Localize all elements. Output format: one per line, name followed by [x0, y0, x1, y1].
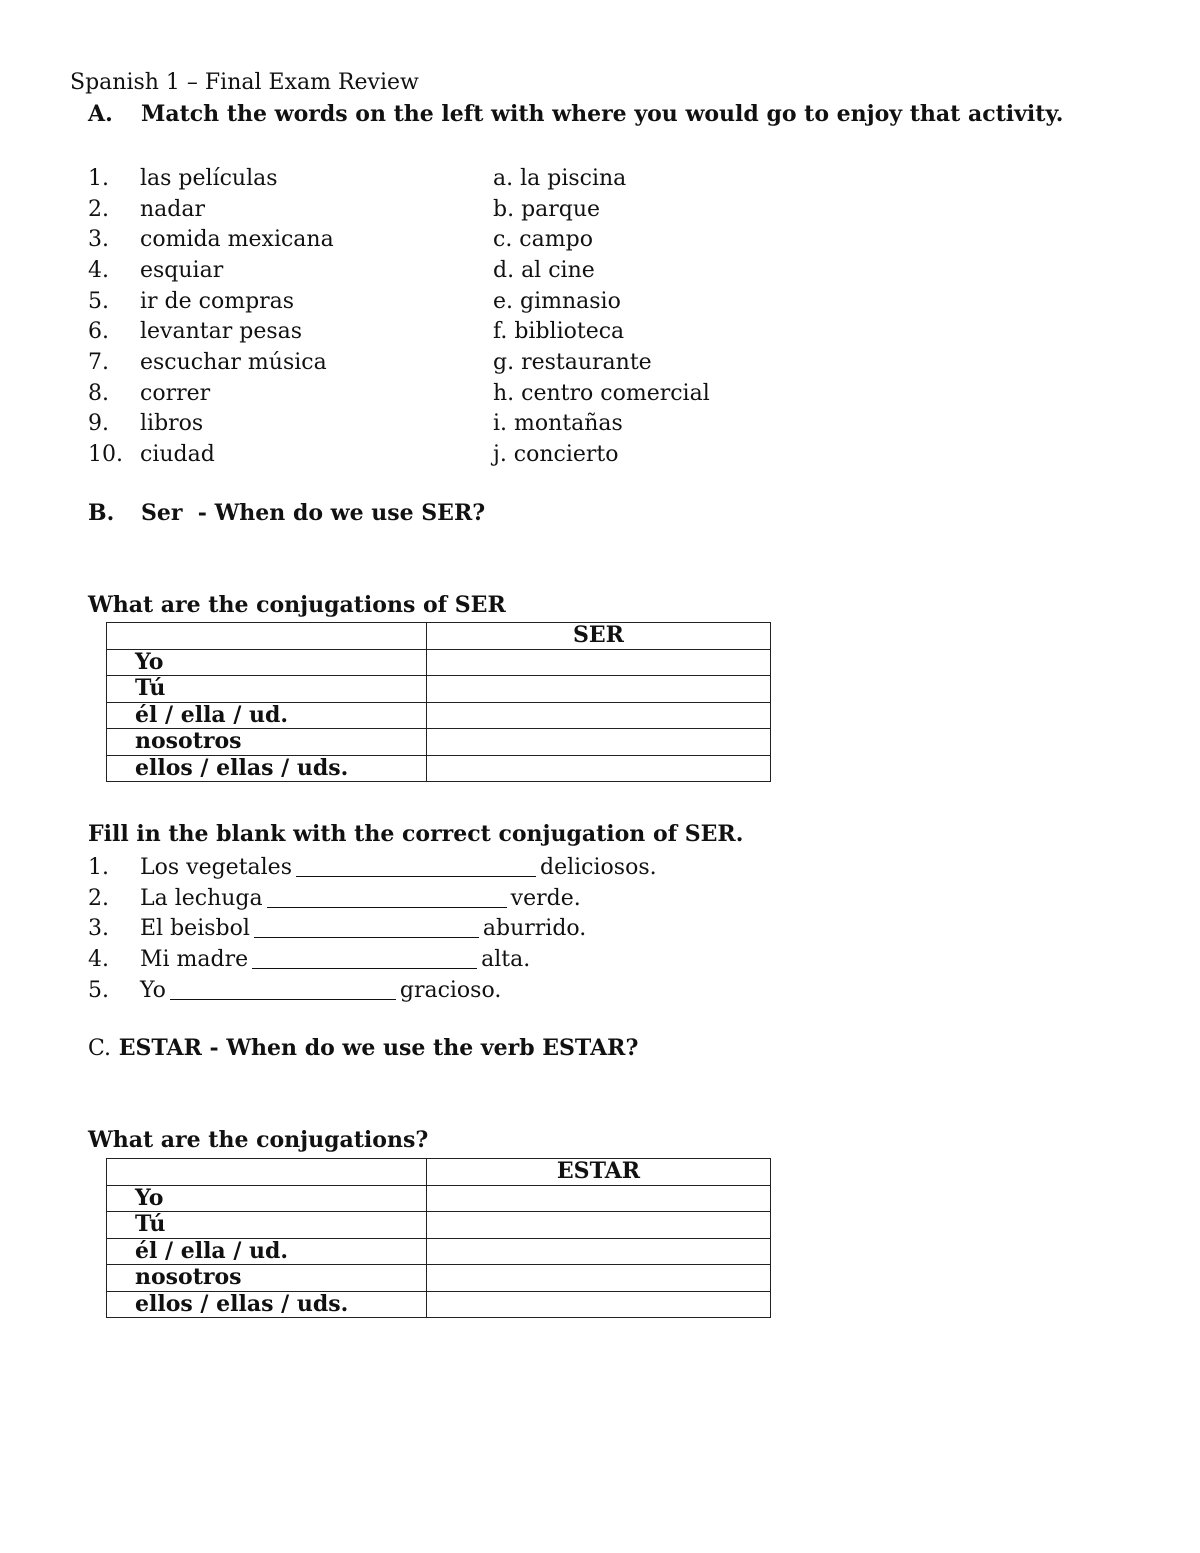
- answer-cell[interactable]: [427, 676, 771, 703]
- section-c-title: ESTAR - When do we use the verb ESTAR?: [118, 1035, 639, 1061]
- activity-word: esquiar: [140, 257, 224, 283]
- list-item: [88, 883, 657, 914]
- answer-blank[interactable]: [254, 919, 479, 938]
- table-row: [107, 755, 771, 782]
- place-option: d. al cine: [493, 257, 595, 283]
- activity-word: levantar pesas: [140, 319, 303, 345]
- answer-blank[interactable]: [267, 889, 507, 908]
- list-item: [88, 347, 710, 378]
- pronoun-cell: ellos / ellas / uds.: [107, 1291, 427, 1318]
- item-number: 4.: [88, 947, 109, 973]
- sentence-start: Mi madre: [140, 947, 249, 973]
- item-number: 5.: [88, 288, 109, 314]
- section-a-title: Match the words on the left with where you would go to enjoy that activity.: [141, 101, 1064, 127]
- answer-cell[interactable]: [427, 1212, 771, 1239]
- activity-word: escuchar música: [140, 349, 327, 375]
- fill-in-list: [88, 852, 657, 1006]
- pronoun-cell: Tú: [107, 676, 427, 703]
- list-item: [88, 316, 710, 347]
- pronoun-cell: nosotros: [107, 729, 427, 756]
- item-number: 1.: [88, 854, 109, 880]
- pronoun-cell: él / ella / ud.: [107, 702, 427, 729]
- answer-cell[interactable]: [427, 729, 771, 756]
- answer-blank[interactable]: [170, 981, 396, 1000]
- list-item: [88, 224, 710, 255]
- list-item: [88, 286, 710, 317]
- sentence-end: gracioso.: [399, 978, 502, 1004]
- sentence-start: Los vegetales: [140, 854, 292, 880]
- activity-word: ir de compras: [140, 288, 295, 314]
- place-option: b. parque: [493, 196, 601, 222]
- pronoun-cell: Yo: [107, 1185, 427, 1212]
- answer-cell[interactable]: [427, 1265, 771, 1292]
- section-b-heading: [88, 500, 485, 526]
- section-a-letter: A.: [88, 101, 113, 127]
- table-row: [107, 1291, 771, 1318]
- list-item: [88, 163, 710, 194]
- section-c-letter: C.: [88, 1036, 112, 1061]
- activity-word: comida mexicana: [140, 227, 334, 253]
- page-title: Spanish 1 – Final Exam Review: [70, 70, 419, 95]
- pronoun-cell: él / ella / ud.: [107, 1238, 427, 1265]
- list-item: [88, 439, 710, 470]
- list-item: [88, 409, 710, 440]
- sentence-end: alta.: [481, 947, 531, 973]
- list-item: [88, 914, 657, 945]
- activity-word: nadar: [140, 196, 206, 222]
- sentence-start: Yo: [140, 978, 166, 1004]
- ser-conjugations-heading: What are the conjugations of SER: [88, 592, 506, 618]
- verb-header: SER: [427, 623, 771, 650]
- answer-cell[interactable]: [427, 755, 771, 782]
- section-a-heading: [88, 101, 1063, 127]
- place-option: j. concierto: [493, 442, 619, 468]
- place-option: g. restaurante: [493, 349, 652, 375]
- matching-list: [88, 163, 710, 470]
- list-item: [88, 852, 657, 883]
- place-option: e. gimnasio: [493, 288, 621, 314]
- item-number: 8.: [88, 380, 109, 406]
- sentence-start: El beisbol: [140, 916, 250, 942]
- pronoun-cell: ellos / ellas / uds.: [107, 755, 427, 782]
- activity-word: correr: [140, 380, 211, 406]
- table-row: [107, 1265, 771, 1292]
- table-row: [107, 1238, 771, 1265]
- answer-cell[interactable]: [427, 1185, 771, 1212]
- place-option: i. montañas: [493, 411, 623, 437]
- sentence-end: aburrido.: [482, 916, 587, 942]
- item-number: 7.: [88, 349, 109, 375]
- list-item: [88, 944, 657, 975]
- item-number: 2.: [88, 885, 109, 911]
- answer-blank[interactable]: [296, 858, 536, 877]
- answer-cell[interactable]: [427, 1238, 771, 1265]
- place-option: c. campo: [493, 227, 593, 253]
- pronoun-cell: nosotros: [107, 1265, 427, 1292]
- activity-word: libros: [140, 411, 204, 437]
- section-c-heading: [88, 1035, 638, 1061]
- table-corner-cell: [107, 1159, 427, 1186]
- sentence-end: deliciosos.: [540, 854, 657, 880]
- estar-conjugations-heading: What are the conjugations?: [88, 1127, 429, 1153]
- activity-word: las películas: [140, 165, 278, 191]
- verb-header: ESTAR: [427, 1159, 771, 1186]
- table-row: [107, 729, 771, 756]
- list-item: [88, 194, 710, 225]
- item-number: 1.: [88, 165, 109, 191]
- item-number: 10.: [88, 442, 123, 468]
- table-row: [107, 1212, 771, 1239]
- estar-conjugation-table: [106, 1158, 771, 1318]
- answer-cell[interactable]: [427, 1291, 771, 1318]
- item-number: 6.: [88, 319, 109, 345]
- sentence-end: verde.: [510, 885, 581, 911]
- place-option: h. centro comercial: [493, 380, 710, 406]
- list-item: [88, 378, 710, 409]
- answer-blank[interactable]: [252, 950, 477, 969]
- pronoun-cell: Tú: [107, 1212, 427, 1239]
- item-number: 3.: [88, 227, 109, 253]
- list-item: [88, 255, 710, 286]
- section-b-title: Ser - When do we use SER?: [141, 500, 486, 526]
- answer-cell[interactable]: [427, 649, 771, 676]
- table-row: [107, 676, 771, 703]
- answer-cell[interactable]: [427, 702, 771, 729]
- fill-in-heading: Fill in the blank with the correct conjugation of SER.: [88, 821, 744, 847]
- section-b-letter: B.: [88, 500, 115, 526]
- pronoun-cell: Yo: [107, 649, 427, 676]
- ser-conjugation-table: [106, 622, 771, 782]
- item-number: 9.: [88, 411, 109, 437]
- table-header-row: [107, 1159, 771, 1186]
- list-item: [88, 975, 657, 1006]
- item-number: 2.: [88, 196, 109, 222]
- activity-word: ciudad: [140, 442, 215, 468]
- item-number: 4.: [88, 257, 109, 283]
- item-number: 3.: [88, 916, 109, 942]
- table-row: [107, 702, 771, 729]
- sentence-start: La lechuga: [140, 885, 263, 911]
- place-option: a. la piscina: [493, 165, 627, 191]
- table-header-row: [107, 623, 771, 650]
- item-number: 5.: [88, 978, 109, 1004]
- table-corner-cell: [107, 623, 427, 650]
- place-option: f. biblioteca: [493, 319, 625, 345]
- table-row: [107, 649, 771, 676]
- table-row: [107, 1185, 771, 1212]
